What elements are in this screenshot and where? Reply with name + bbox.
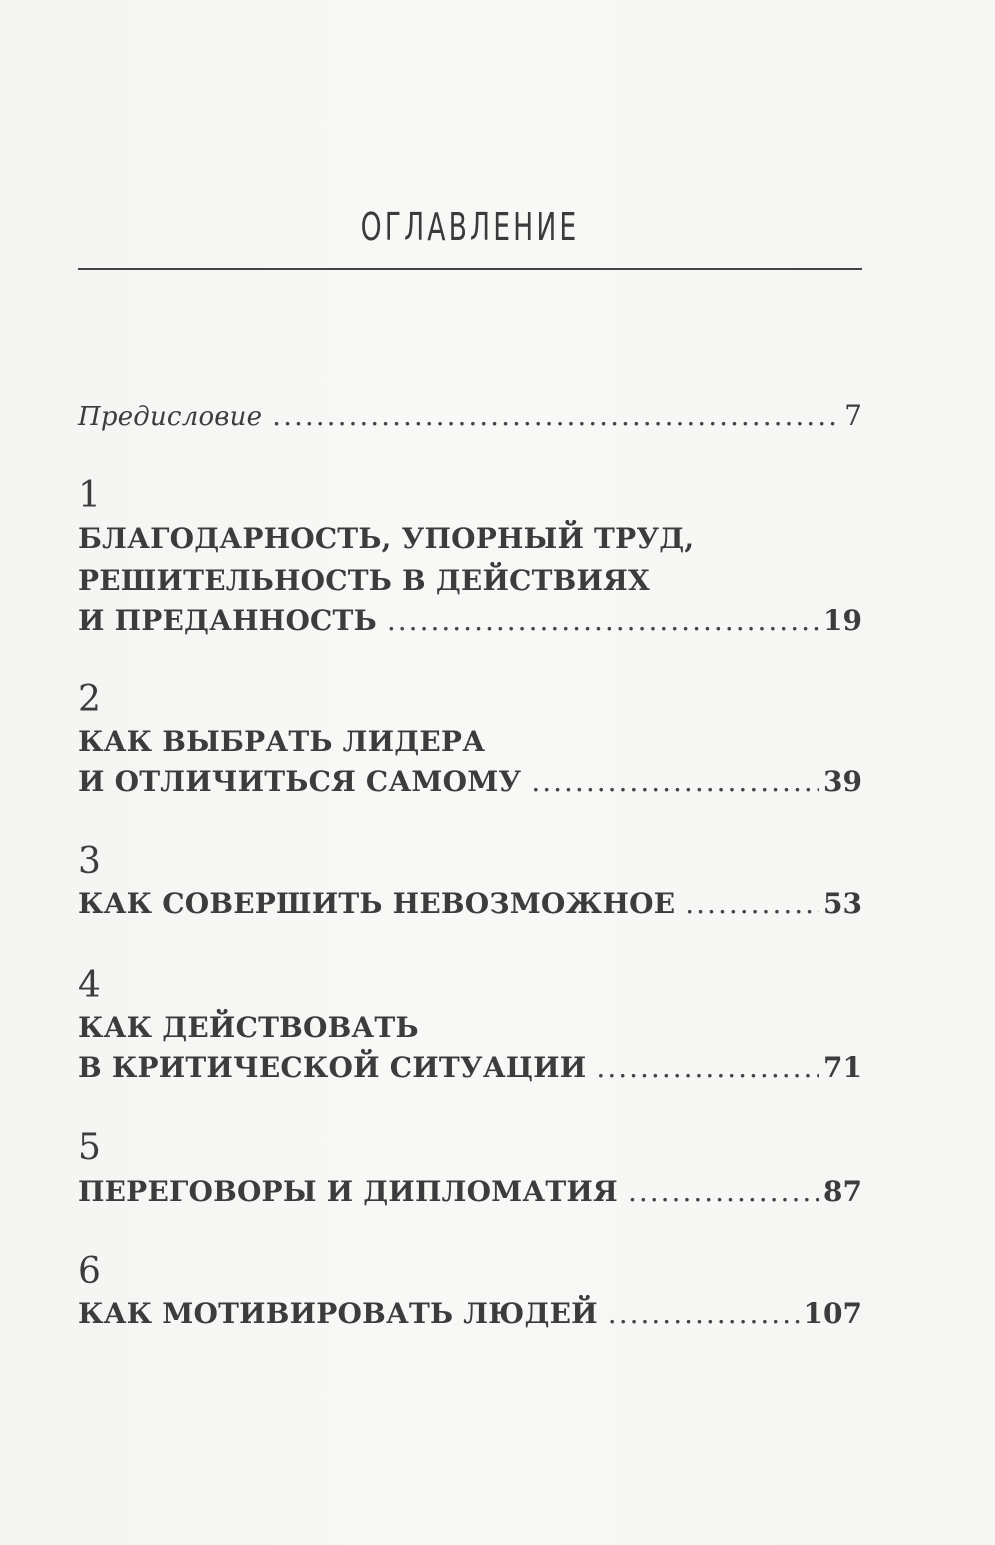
toc-entry-chapter-1 <box>78 603 862 639</box>
chapter-number: 6 <box>78 1251 101 1292</box>
chapter-title-line: КАК СОВЕРШИТЬ НЕВОЗМОЖНОЕ <box>78 887 676 920</box>
toc-entry-preface <box>78 398 862 435</box>
page-number: 87 <box>823 1175 862 1208</box>
chapter-number: 4 <box>78 965 101 1006</box>
chapter-title-line: И ОТЛИЧИТЬСЯ САМОМУ <box>78 765 522 798</box>
chapter-number: 3 <box>78 841 101 882</box>
leader-dots <box>596 1050 819 1086</box>
toc-entry-chapter-6 <box>78 1296 862 1332</box>
leader-dots <box>608 1296 800 1332</box>
leader-dots <box>272 398 840 434</box>
preface-label: Предисловие <box>78 402 263 432</box>
toc-entry-chapter-3 <box>78 886 862 922</box>
page-number: 7 <box>844 399 862 432</box>
page-number: 71 <box>823 1051 862 1084</box>
leader-dots <box>685 886 819 922</box>
page-number: 107 <box>803 1297 862 1330</box>
leader-dots <box>531 764 819 800</box>
page-number: 39 <box>823 765 862 798</box>
chapter-title-line: БЛАГОДАРНОСТЬ, УПОРНЫЙ ТРУД, <box>78 522 695 555</box>
chapter-title-line: И ПРЕДАННОСТЬ <box>78 604 377 637</box>
title-divider <box>78 268 862 270</box>
chapter-number: 5 <box>78 1127 101 1168</box>
page-number: 19 <box>823 604 862 637</box>
chapter-number: 2 <box>78 679 101 720</box>
toc-entry-chapter-5 <box>78 1174 862 1210</box>
chapter-title-line: КАК ВЫБРАТЬ ЛИДЕРА <box>78 725 486 758</box>
chapter-title-line: КАК ДЕЙСТВОВАТЬ <box>78 1011 419 1044</box>
page-number: 53 <box>823 887 862 920</box>
page-title: ОГЛАВЛЕНИЕ <box>360 205 580 249</box>
chapter-number: 1 <box>78 475 101 516</box>
toc-entry-chapter-2 <box>78 764 862 800</box>
chapter-title-line: РЕШИТЕЛЬНОСТЬ В ДЕЙСТВИЯХ <box>78 564 650 597</box>
leader-dots <box>628 1174 819 1210</box>
toc-entry-chapter-4 <box>78 1050 862 1086</box>
chapter-title-line: В КРИТИЧЕСКОЙ СИТУАЦИИ <box>78 1051 587 1084</box>
chapter-title-line: КАК МОТИВИРОВАТЬ ЛЮДЕЙ <box>78 1297 598 1330</box>
chapter-title-line: ПЕРЕГОВОРЫ И ДИПЛОМАТИЯ <box>78 1175 618 1208</box>
leader-dots <box>387 603 819 639</box>
